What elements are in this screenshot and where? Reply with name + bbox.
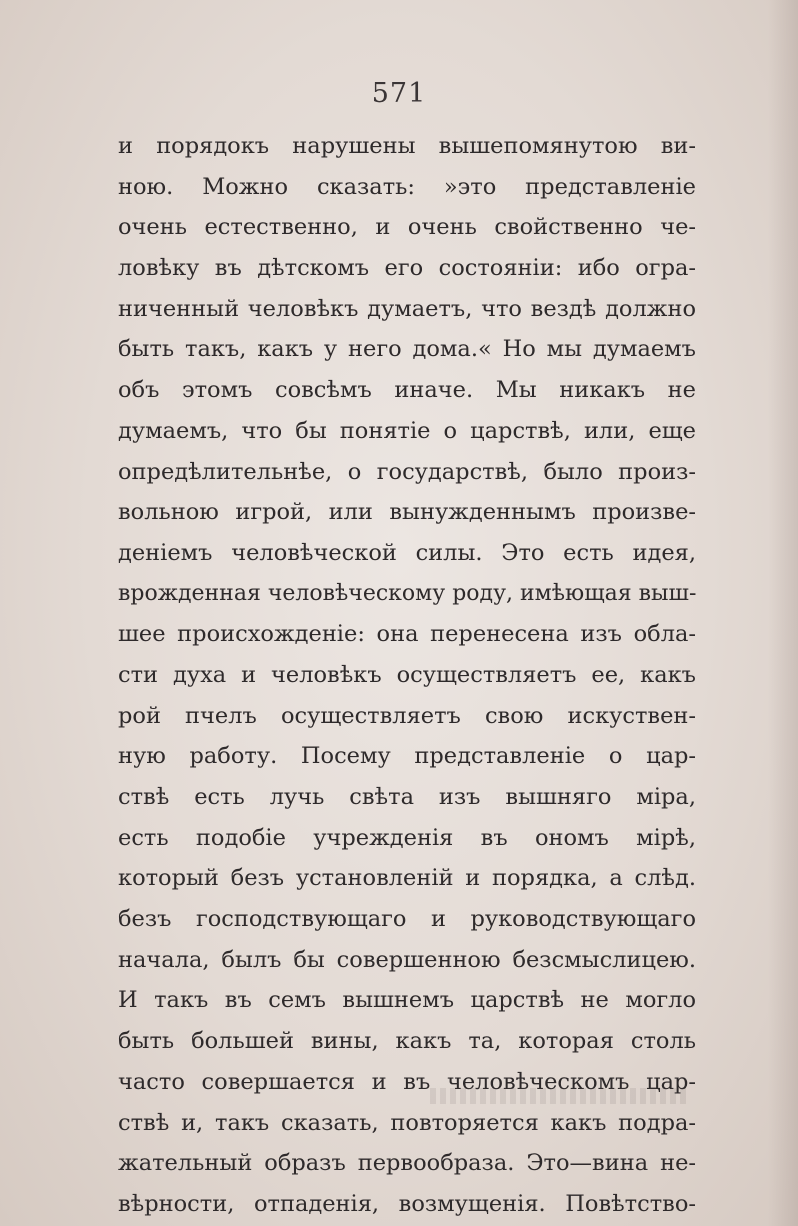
text-line: быть такъ, какъ у него дома.« Но мы думаемъ <box>118 336 696 363</box>
text-line: ствѣ есть лучь свѣта изъ вышняго міра, <box>118 784 696 810</box>
page-number: 571 <box>371 78 427 109</box>
text-line: объ этомъ совсѣмъ иначе. Мы никакъ не <box>118 377 696 404</box>
text-line: думаемъ, что бы понятіе о царствѣ, или, еще <box>118 417 696 444</box>
text-line: безъ господствующаго и руководствующаго <box>118 906 696 933</box>
text-line: деніемъ человѣческой силы. Это есть идея, <box>118 539 696 566</box>
text-line: вѣрности, отпаденія, возмущенія. Повѣтство- <box>118 1190 696 1217</box>
text-line: жательный образъ первообраза. Это—вина не- <box>118 1150 696 1177</box>
text-line: начала, былъ бы совершенною безсмыслицею. <box>118 946 696 973</box>
text-line: ствѣ и, такъ сказать, повторяется какъ подра- <box>118 1109 696 1136</box>
text-line: быть большей вины, какъ та, которая столь <box>118 1028 696 1055</box>
text-line: опредѣлительнѣе, о государствѣ, было произ- <box>118 458 696 485</box>
text-line: рой пчелъ осуществляетъ свою искуствен- <box>118 702 696 729</box>
page-edge-shadow <box>768 0 798 1226</box>
text-line: сти духа и человѣкъ осуществляетъ ее, какъ <box>118 661 696 688</box>
text-line: шее происхожденіе: она перенесена изъ обла- <box>118 621 696 648</box>
text-line: очень естественно, и очень свойственно че- <box>118 214 696 241</box>
text-line: ною. Можно сказать: »это представленіе <box>118 173 696 200</box>
body-text <box>118 126 696 1225</box>
show-through-text <box>430 1088 690 1104</box>
text-line: который безъ установленій и порядка, а слѣд. <box>118 865 696 892</box>
text-line: И такъ въ семъ вышнемъ царствѣ не могло <box>118 987 696 1014</box>
text-line: вольною игрой, или вынужденнымъ произве- <box>118 499 696 526</box>
text-line: ловѣку въ дѣтскомъ его состояніи: ибо огра- <box>118 255 696 282</box>
text-line: ниченный человѣкъ думаетъ, что вездѣ должно <box>118 295 696 322</box>
text-line: и порядокъ нарушены вышепомянутою ви- <box>118 133 696 159</box>
text-line: часто совершается и въ человѣческомъ цар- <box>118 1068 696 1095</box>
text-line: ную работу. Посему представленіе о цар- <box>118 743 696 770</box>
text-line: есть подобіе учрежденія въ ономъ мірѣ, <box>118 824 696 851</box>
text-line: врожденная человѣческому роду, имѣющая выш- <box>118 580 696 606</box>
